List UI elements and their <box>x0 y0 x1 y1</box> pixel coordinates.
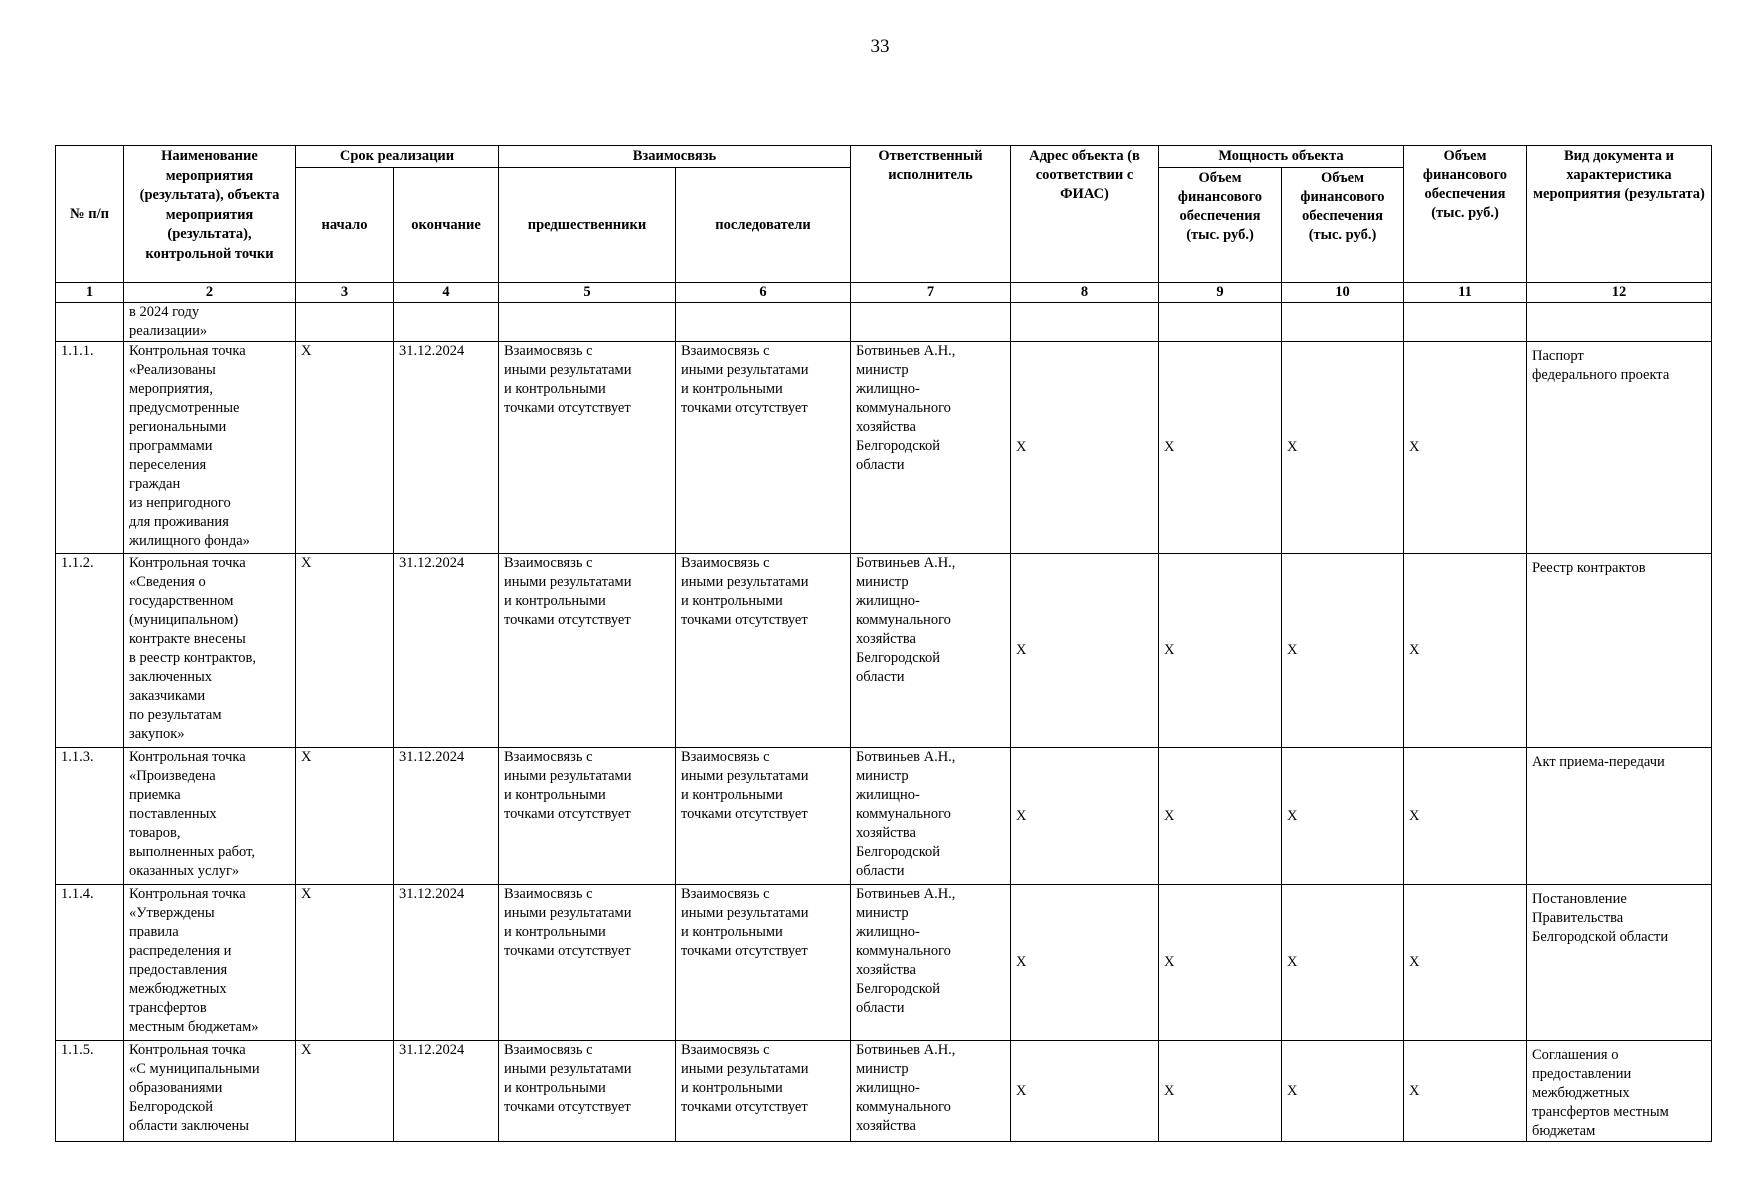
header-predecessors: предшественники <box>499 168 676 283</box>
row-doc: Реестр контрактов <box>1527 554 1712 748</box>
row-address: X <box>1011 885 1159 1041</box>
header-end: окончание <box>394 168 499 283</box>
cell-empty <box>1404 303 1527 342</box>
row-predecessors: Взаимосвязь с иными результатами и контрольными точками отсутствует <box>499 885 676 1041</box>
row-name: Контрольная точка «С муниципальными образованиями Белгородской области заключены <box>124 1041 296 1142</box>
cell-empty <box>1159 303 1282 342</box>
row-end: 31.12.2024 <box>394 554 499 748</box>
row-financing: X <box>1404 554 1527 748</box>
row-capacity-9: X <box>1159 885 1282 1041</box>
row-predecessors: Взаимосвязь с иными результатами и контрольными точками отсутствует <box>499 1041 676 1142</box>
continuation-text: в 2024 году реализации» <box>124 303 296 342</box>
row-successors: Взаимосвязь с иными результатами и контрольными точками отсутствует <box>676 885 851 1041</box>
header-doc: Вид документа и характеристика мероприятия (результата) <box>1527 146 1712 283</box>
row-financing: X <box>1404 885 1527 1041</box>
row-successors: Взаимосвязь с иными результатами и контрольными точками отсутствует <box>676 1041 851 1142</box>
header-start: начало <box>296 168 394 283</box>
row-address: X <box>1011 748 1159 885</box>
header-financing: Объем финансового обеспечения (тыс. руб.) <box>1404 146 1527 283</box>
col-index: 3 <box>296 283 394 303</box>
row-capacity-10: X <box>1282 554 1404 748</box>
col-index: 5 <box>499 283 676 303</box>
row-num: 1.1.5. <box>56 1041 124 1142</box>
header-capacity: Мощность объекта <box>1159 146 1404 168</box>
row-end: 31.12.2024 <box>394 1041 499 1142</box>
row-doc: Постановление Правительства Белгородской области <box>1527 885 1712 1041</box>
header-relation: Взаимосвязь <box>499 146 851 168</box>
col-index: 8 <box>1011 283 1159 303</box>
col-index: 12 <box>1527 283 1712 303</box>
table-row <box>56 554 1712 748</box>
row-address: X <box>1011 1041 1159 1142</box>
col-index: 4 <box>394 283 499 303</box>
cell-empty <box>1011 303 1159 342</box>
cell-empty <box>499 303 676 342</box>
cell-empty <box>56 303 124 342</box>
row-num: 1.1.3. <box>56 748 124 885</box>
row-capacity-10: X <box>1282 1041 1404 1142</box>
col-index: 6 <box>676 283 851 303</box>
header-responsible: Ответственный исполнитель <box>851 146 1011 283</box>
row-predecessors: Взаимосвязь с иными результатами и контрольными точками отсутствует <box>499 748 676 885</box>
control-points-table <box>55 145 1712 1142</box>
row-num: 1.1.1. <box>56 342 124 554</box>
cell-empty <box>296 303 394 342</box>
header-fin10: Объем финансового обеспечения (тыс. руб.) <box>1282 168 1404 283</box>
col-index: 1 <box>56 283 124 303</box>
row-start: X <box>296 554 394 748</box>
table-row <box>56 885 1712 1041</box>
row-name: Контрольная точка «Реализованы мероприятия, предусмотренные региональными программами переселения граждан из непригодного для проживания жилищного фонда» <box>124 342 296 554</box>
row-start: X <box>296 342 394 554</box>
row-successors: Взаимосвязь с иными результатами и контрольными точками отсутствует <box>676 554 851 748</box>
row-capacity-10: X <box>1282 885 1404 1041</box>
row-responsible: Ботвиньев А.Н., министр жилищно- коммунального хозяйства Белгородской области <box>851 748 1011 885</box>
header-address: Адрес объекта (в соответствии с ФИАС) <box>1011 146 1159 283</box>
col-index: 10 <box>1282 283 1404 303</box>
cell-empty <box>1282 303 1404 342</box>
row-responsible: Ботвиньев А.Н., министр жилищно- коммунального хозяйства Белгородской области <box>851 885 1011 1041</box>
row-name: Контрольная точка «Утверждены правила распределения и предоставления межбюджетных трансфертов местным бюджетам» <box>124 885 296 1041</box>
row-predecessors: Взаимосвязь с иными результатами и контрольными точками отсутствует <box>499 554 676 748</box>
row-financing: X <box>1404 342 1527 554</box>
table-header <box>56 146 1712 303</box>
table-row <box>56 748 1712 885</box>
row-address: X <box>1011 554 1159 748</box>
row-end: 31.12.2024 <box>394 748 499 885</box>
col-index: 9 <box>1159 283 1282 303</box>
row-doc: Паспорт федерального проекта <box>1527 342 1712 554</box>
row-start: X <box>296 885 394 1041</box>
header-fin9: Объем финансового обеспечения (тыс. руб.) <box>1159 168 1282 283</box>
row-capacity-9: X <box>1159 554 1282 748</box>
header-term: Срок реализации <box>296 146 499 168</box>
col-index: 2 <box>124 283 296 303</box>
header-name: Наименование мероприятия (результата), объекта мероприятия (результата), контрольной точки <box>124 146 296 283</box>
cell-empty <box>394 303 499 342</box>
row-name: Контрольная точка «Сведения о государственном (муниципальном) контракте внесены в реестр контрактов, заключенных заказчиками по результатам закупок» <box>124 554 296 748</box>
row-end: 31.12.2024 <box>394 885 499 1041</box>
row-capacity-9: X <box>1159 1041 1282 1142</box>
row-predecessors: Взаимосвязь с иными результатами и контрольными точками отсутствует <box>499 342 676 554</box>
row-responsible: Ботвиньев А.Н., министр жилищно- коммунального хозяйства Белгородской области <box>851 342 1011 554</box>
row-responsible: Ботвиньев А.Н., министр жилищно- коммунального хозяйства <box>851 1041 1011 1142</box>
cell-empty <box>1527 303 1712 342</box>
table-body <box>56 303 1712 1142</box>
col-index: 7 <box>851 283 1011 303</box>
column-index-row <box>56 283 1712 303</box>
row-num: 1.1.2. <box>56 554 124 748</box>
page-number: 33 <box>870 36 890 57</box>
row-end: 31.12.2024 <box>394 342 499 554</box>
continuation-row <box>56 303 1712 342</box>
row-responsible: Ботвиньев А.Н., министр жилищно- коммунального хозяйства Белгородской области <box>851 554 1011 748</box>
table-row <box>56 1041 1712 1142</box>
header-num: № п/п <box>56 146 124 283</box>
col-index: 11 <box>1404 283 1527 303</box>
row-capacity-9: X <box>1159 342 1282 554</box>
row-financing: X <box>1404 1041 1527 1142</box>
row-address: X <box>1011 342 1159 554</box>
header-successors: последователи <box>676 168 851 283</box>
row-financing: X <box>1404 748 1527 885</box>
row-num: 1.1.4. <box>56 885 124 1041</box>
row-start: X <box>296 1041 394 1142</box>
row-successors: Взаимосвязь с иными результатами и контрольными точками отсутствует <box>676 748 851 885</box>
row-name: Контрольная точка «Произведена приемка поставленных товаров, выполненных работ, оказанных услуг» <box>124 748 296 885</box>
cell-empty <box>851 303 1011 342</box>
row-capacity-10: X <box>1282 342 1404 554</box>
row-capacity-10: X <box>1282 748 1404 885</box>
table-row <box>56 342 1712 554</box>
row-doc: Акт приема-передачи <box>1527 748 1712 885</box>
row-successors: Взаимосвязь с иными результатами и контрольными точками отсутствует <box>676 342 851 554</box>
row-start: X <box>296 748 394 885</box>
row-doc: Соглашения о предоставлении межбюджетных трансфертов местным бюджетам <box>1527 1041 1712 1142</box>
cell-empty <box>676 303 851 342</box>
row-capacity-9: X <box>1159 748 1282 885</box>
